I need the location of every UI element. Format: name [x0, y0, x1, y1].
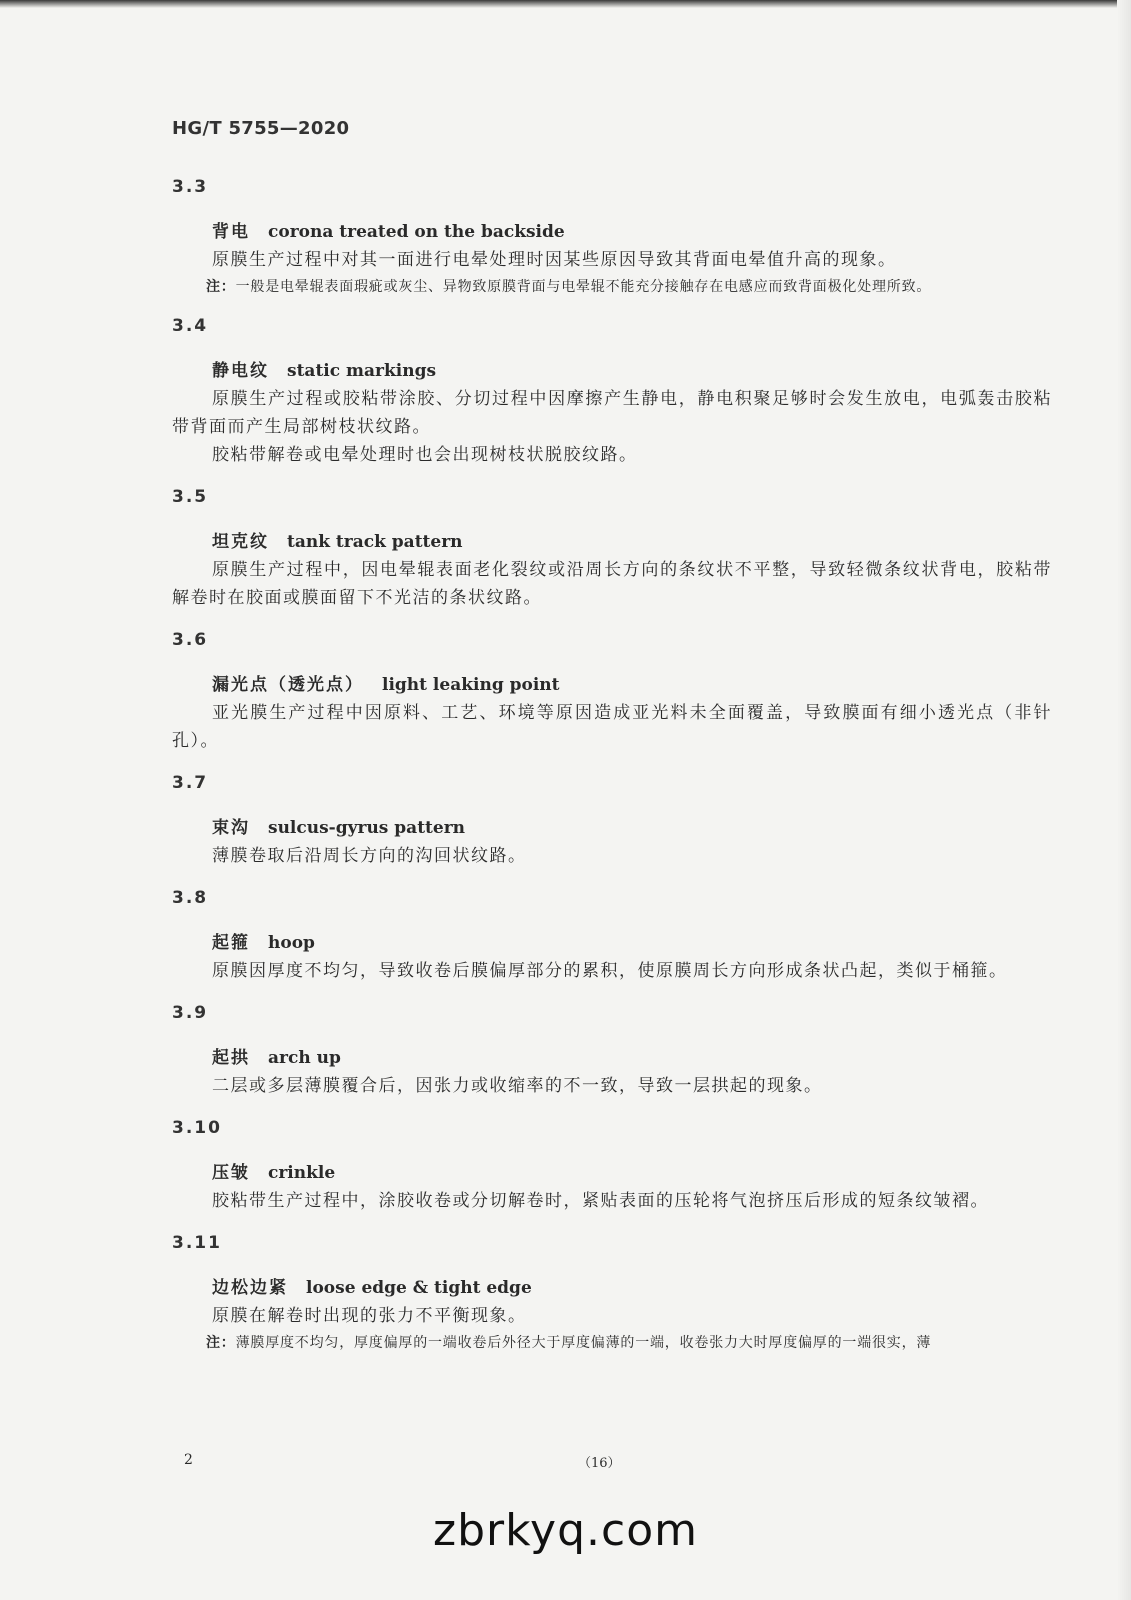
note-label: 注： [206, 1335, 236, 1351]
note-label: 注： [206, 279, 236, 295]
term-definition: 原膜因厚度不均匀，导致收卷后膜偏厚部分的累积，使原膜周长方向形成条状凸起，类似于桶箍。 [212, 961, 1008, 981]
term-heading [212, 928, 1052, 953]
scan-edge-right [1117, 0, 1131, 1600]
term-heading [212, 527, 1052, 552]
term-section [172, 487, 1052, 630]
section-gap [172, 1215, 1052, 1233]
section-number: 3.11 [172, 1233, 222, 1253]
section-gap [172, 298, 1052, 316]
term-definition: 原膜生产过程或胶粘带涂胶、分切过程中因摩擦产生静电，静电积聚足够时会发生放电，电弧轰击胶粘带背面而产生局部树枝状纹路。 [172, 389, 1052, 437]
term-chinese: 起箍 [212, 933, 250, 953]
term-section [172, 630, 1052, 773]
term-definition: 原膜生产过程中，因电晕辊表面老化裂纹或沿周长方向的条纹状不平整，导致轻微条纹状背电，胶粘带解卷时在胶面或膜面留下不光洁的条状纹路。 [172, 560, 1052, 608]
term-definition: 薄膜卷取后沿周长方向的沟回状纹路。 [212, 846, 527, 866]
term-definition: 原膜生产过程中对其一面进行电晕处理时因某些原因导致其背面电晕值升高的现象。 [212, 250, 897, 270]
term-heading [212, 217, 1052, 242]
section-gap [172, 870, 1052, 888]
section-number: 3.4 [172, 316, 209, 336]
term-definition: 胶粘带生产过程中，涂胶收卷或分切解卷时，紧贴表面的压轮将气泡挤压后形成的短条纹皱褶。 [212, 1191, 989, 1211]
term-chinese: 边松边紧 [212, 1278, 288, 1298]
term-definition: 亚光膜生产过程中因原料、工艺、环境等原因造成亚光料未全面覆盖，导致膜面有细小透光点（非针孔）。 [172, 703, 1052, 751]
term-note [206, 276, 1052, 298]
term-english: crinkle [268, 1163, 336, 1183]
term-english: tank track pattern [287, 532, 463, 552]
term-heading [212, 1273, 1052, 1298]
term-definition: 胶粘带解卷或电晕处理时也会出现树枝状脱胶纹路。 [212, 445, 638, 465]
term-definition: 原膜在解卷时出现的张力不平衡现象。 [212, 1306, 527, 1326]
term-english: sulcus-gyrus pattern [268, 818, 466, 838]
term-english: loose edge & tight edge [306, 1278, 532, 1298]
document-page [172, 118, 1052, 1372]
section-gap [172, 1100, 1052, 1118]
term-english: corona treated on the backside [268, 222, 565, 242]
term-chinese: 起拱 [212, 1048, 250, 1068]
term-section [172, 1233, 1052, 1372]
section-gap [172, 1354, 1052, 1372]
term-chinese: 束沟 [212, 818, 250, 838]
term-section [172, 316, 1052, 487]
section-gap [172, 985, 1052, 1003]
section-number: 3.8 [172, 888, 209, 908]
section-number: 3.9 [172, 1003, 209, 1023]
term-heading [212, 1043, 1052, 1068]
term-english: hoop [268, 933, 315, 953]
note-text: 薄膜厚度不均匀，厚度偏厚的一端收卷后外径大于厚度偏薄的一端，收卷张力大时厚度偏厚的一端很实，薄 [235, 1335, 932, 1351]
section-gap [172, 469, 1052, 487]
section-gap [172, 612, 1052, 630]
section-number: 3.6 [172, 630, 209, 650]
term-section [172, 177, 1052, 316]
section-number: 3.10 [172, 1118, 222, 1138]
term-chinese: 漏光点（透光点） [212, 675, 364, 695]
term-english: light leaking point [382, 675, 560, 695]
term-english: static markings [287, 361, 437, 381]
watermark-text: zbrkyq.com [433, 1505, 698, 1556]
term-chinese: 压皱 [212, 1163, 250, 1183]
term-section [172, 773, 1052, 888]
term-heading [212, 813, 1052, 838]
term-section [172, 1118, 1052, 1233]
term-heading [212, 1158, 1052, 1183]
section-number: 3.3 [172, 177, 209, 197]
page-number: 2 [184, 1452, 193, 1468]
sections-container [172, 177, 1052, 1372]
section-number: 3.7 [172, 773, 209, 793]
term-section [172, 888, 1052, 1003]
term-note [206, 1332, 1052, 1354]
scan-edge-top [0, 0, 1131, 8]
sheet-number: （16） [578, 1456, 621, 1471]
term-chinese: 背电 [212, 222, 250, 242]
section-number: 3.5 [172, 487, 209, 507]
term-heading [212, 670, 1052, 695]
term-english: arch up [268, 1048, 341, 1068]
term-section [172, 1003, 1052, 1118]
term-chinese: 静电纹 [212, 361, 269, 381]
section-gap [172, 755, 1052, 773]
term-chinese: 坦克纹 [212, 532, 269, 552]
term-heading [212, 356, 1052, 381]
standard-code: HG/T 5755—2020 [172, 118, 350, 139]
term-definition: 二层或多层薄膜覆合后，因张力或收缩率的不一致，导致一层拱起的现象。 [212, 1076, 823, 1096]
note-text: 一般是电晕辊表面瑕疵或灰尘、异物致原膜背面与电晕辊不能充分接触存在电感应而致背面极化处理所致。 [235, 279, 932, 295]
